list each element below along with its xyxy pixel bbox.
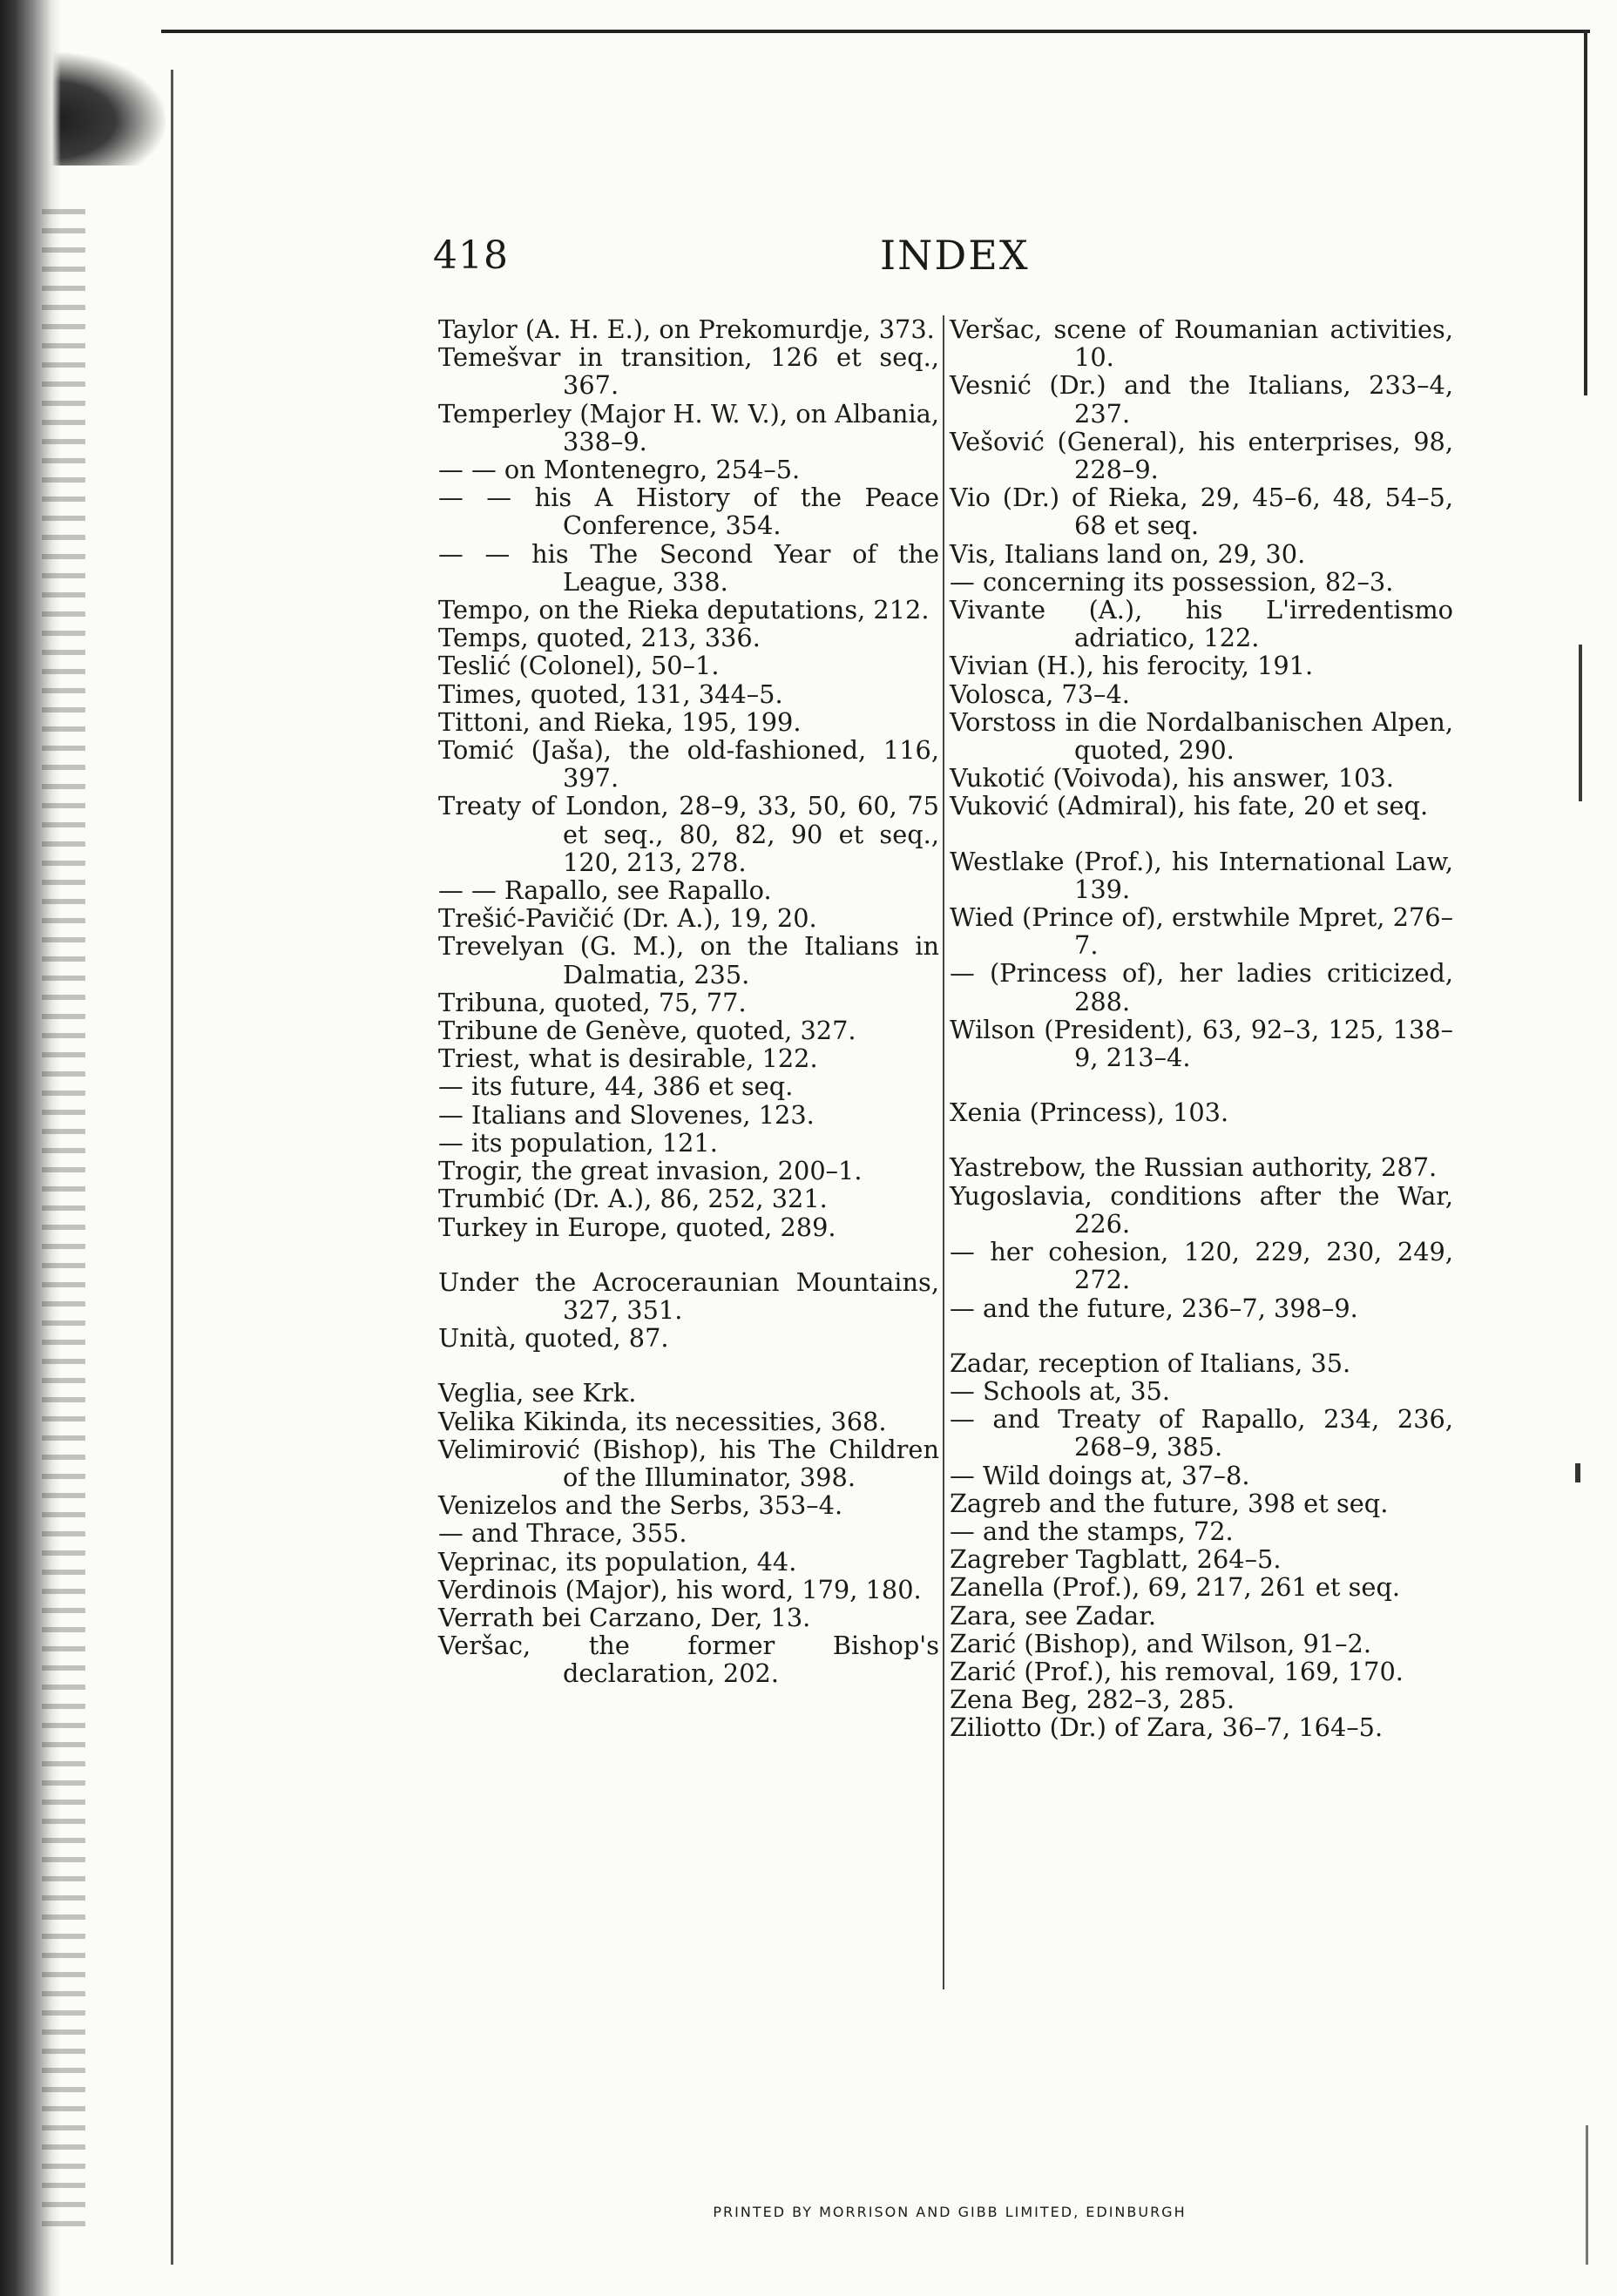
index-entry: Zarić (Prof.), his removal, 169, 170. [950, 1656, 1404, 1686]
index-entry: Yastrebow, the Russian authority, 287. [950, 1152, 1438, 1183]
index-entry: Vivian (H.), his ferocity, 191. [950, 651, 1314, 681]
index-entry: — and Thrace, 355. [438, 1518, 687, 1549]
index-entry: Wilson (President), 63, 92–3, 125, 138–9, 213–4. [950, 1014, 1453, 1073]
index-entry: Tempo, on the Rieka deputations, 212. [438, 595, 930, 625]
index-entry: Zena Beg, 282–3, 285. [950, 1685, 1235, 1715]
index-entry: Temperley (Major H. W. V.), on Albania, 338–9. [438, 398, 939, 456]
index-entry: Vukotić (Voivoda), his answer, 103. [950, 763, 1394, 793]
index-entry: Temps, quoted, 213, 336. [438, 623, 761, 653]
index-entry: Zagreber Tagblatt, 264–5. [950, 1544, 1282, 1575]
index-entry: Trevelyan (G. M.), on the Italians in Dalmatia, 235. [438, 931, 939, 989]
index-entry: Xenia (Princess), 103. [950, 1097, 1229, 1128]
index-entry: Zadar, reception of Italians, 35. [950, 1347, 1351, 1378]
index-entry: — her cohesion, 120, 229, 230, 249, 272. [950, 1237, 1453, 1295]
index-entry: Velimirović (Bishop), his The Children of the Illuminator, 398. [438, 1434, 939, 1492]
index-entry: Zarić (Bishop), and Wilson, 91–2. [950, 1628, 1371, 1658]
index-entry: Turkey in Europe, quoted, 289. [438, 1212, 836, 1242]
printer-imprint: PRINTED BY MORRISON AND GIBB LIMITED, EDINBURGH [713, 2204, 1187, 2220]
index-entry: Vešović (General), his enterprises, 98, 228–9. [950, 426, 1453, 485]
index-column-left [438, 315, 939, 1688]
index-entry: — its population, 121. [438, 1127, 718, 1158]
page-left-margin-line [171, 70, 173, 2265]
index-entry: Verdinois (Major), his word, 179, 180. [438, 1574, 922, 1604]
index-entry: Ziliotto (Dr.) of Zara, 36–7, 164–5. [950, 1712, 1384, 1743]
index-entry: Volosca, 73–4. [950, 679, 1130, 709]
index-entry: Westlake (Prof.), his International Law, 139. [950, 846, 1453, 904]
scan-edge-mark [1579, 645, 1582, 801]
index-entry: Tribuna, quoted, 75, 77. [438, 987, 747, 1017]
index-entry: Unità, quoted, 87. [438, 1323, 669, 1354]
index-entry: Vorstoss in die Nordalbanischen Alpen, quoted, 290. [950, 706, 1453, 766]
index-entry: Verrath bei Carzano, Der, 13. [438, 1602, 811, 1632]
index-entry: — and Treaty of Rapallo, 234, 236, 268–9, 385. [950, 1404, 1453, 1462]
index-entry: Vuković (Admiral), his fate, 20 et seq. [950, 791, 1429, 821]
index-entry: Wied (Prince of), erstwhile Mpret, 276–7. [950, 902, 1453, 961]
index-entry: Yugoslavia, conditions after the War, 226. [950, 1180, 1453, 1239]
index-entry: Tribune de Genève, quoted, 327. [438, 1016, 856, 1046]
index-entry: Vivante (A.), his L'irredentismo adriatico, 122. [950, 595, 1453, 653]
index-entry: Triest, what is desirable, 122. [438, 1043, 818, 1074]
index-entry: Zanella (Prof.), 69, 217, 261 et seq. [950, 1572, 1401, 1603]
index-entry: — Wild doings at, 37–8. [950, 1460, 1250, 1490]
index-entry: — — on Montenegro, 254–5. [438, 455, 801, 485]
index-entry: — concerning its possession, 82–3. [950, 566, 1394, 597]
index-entry: Under the Acroceraunian Mountains, 327, 351. [438, 1266, 939, 1325]
index-entry: — its future, 44, 386 et seq. [438, 1071, 794, 1102]
index-entry: Vis, Italians land on, 29, 30. [950, 538, 1306, 569]
scan-top-edge [161, 30, 1590, 33]
index-entry: Times, quoted, 131, 344–5. [438, 679, 783, 709]
scan-edge-mark [1575, 1463, 1580, 1482]
index-entry: Zara, see Zadar. [950, 1600, 1156, 1631]
scan-edge-mark [1586, 2125, 1588, 2265]
index-entry: Veršac, scene of Roumanian activities, 10. [950, 314, 1453, 373]
index-entry: — Schools at, 35. [950, 1375, 1171, 1406]
index-column-right [950, 315, 1453, 1742]
index-entry: — and the future, 236–7, 398–9. [950, 1293, 1358, 1323]
index-entry: — and the stamps, 72. [950, 1516, 1234, 1546]
scan-right-edge [1584, 30, 1587, 395]
scan-binding-texture [42, 209, 85, 2239]
index-entry: — — his A History of the Peace Conference, 354. [438, 483, 939, 541]
index-entry: — (Princess of), her ladies criticized, 288. [950, 958, 1453, 1016]
index-entry: Temešvar in transition, 126 et seq., 367. [438, 342, 939, 401]
index-entry: Trumbić (Dr. A.), 86, 252, 321. [438, 1184, 828, 1214]
index-entry: Zagreb and the future, 398 et seq. [950, 1488, 1389, 1518]
index-entry: Venizelos and the Serbs, 353–4. [438, 1490, 843, 1521]
index-entry: Vesnić (Dr.) and the Italians, 233–4, 237. [950, 370, 1453, 429]
index-entry: Veprinac, its population, 44. [438, 1546, 797, 1577]
index-entry: Velika Kikinda, its necessities, 368. [438, 1406, 887, 1436]
index-entry: Veršac, the former Bishop's declaration, 202. [438, 1631, 939, 1689]
index-entry: — — his The Second Year of the League, 338. [438, 538, 939, 597]
index-entry: Trešić-Pavičić (Dr. A.), 19, 20. [438, 903, 817, 934]
index-entry: — — Rapallo, see Rapallo. [438, 875, 772, 906]
index-entry: Vio (Dr.) of Rieka, 29, 45–6, 48, 54–5, 68 et seq. [950, 483, 1453, 541]
index-entry: Taylor (A. H. E.), on Prekomurdje, 373. [438, 314, 935, 344]
index-entry: Tomić (Jaša), the old-fashioned, 116, 397. [438, 735, 939, 793]
running-head: INDEX [880, 232, 1030, 279]
index-entry: — Italians and Slovenes, 123. [438, 1099, 815, 1130]
index-entry: Treaty of London, 28–9, 33, 50, 60, 75 et seq., 80, 82, 90 et seq., 120, 213, 278. [438, 791, 939, 877]
column-divider [943, 315, 944, 1989]
index-entry: Veglia, see Krk. [438, 1378, 637, 1408]
page-number: 418 [433, 233, 509, 278]
index-entry: Tittoni, and Rieka, 195, 199. [438, 706, 802, 737]
index-entry: Teslić (Colonel), 50–1. [438, 651, 720, 681]
index-entry: Trogir, the great invasion, 200–1. [438, 1156, 863, 1186]
